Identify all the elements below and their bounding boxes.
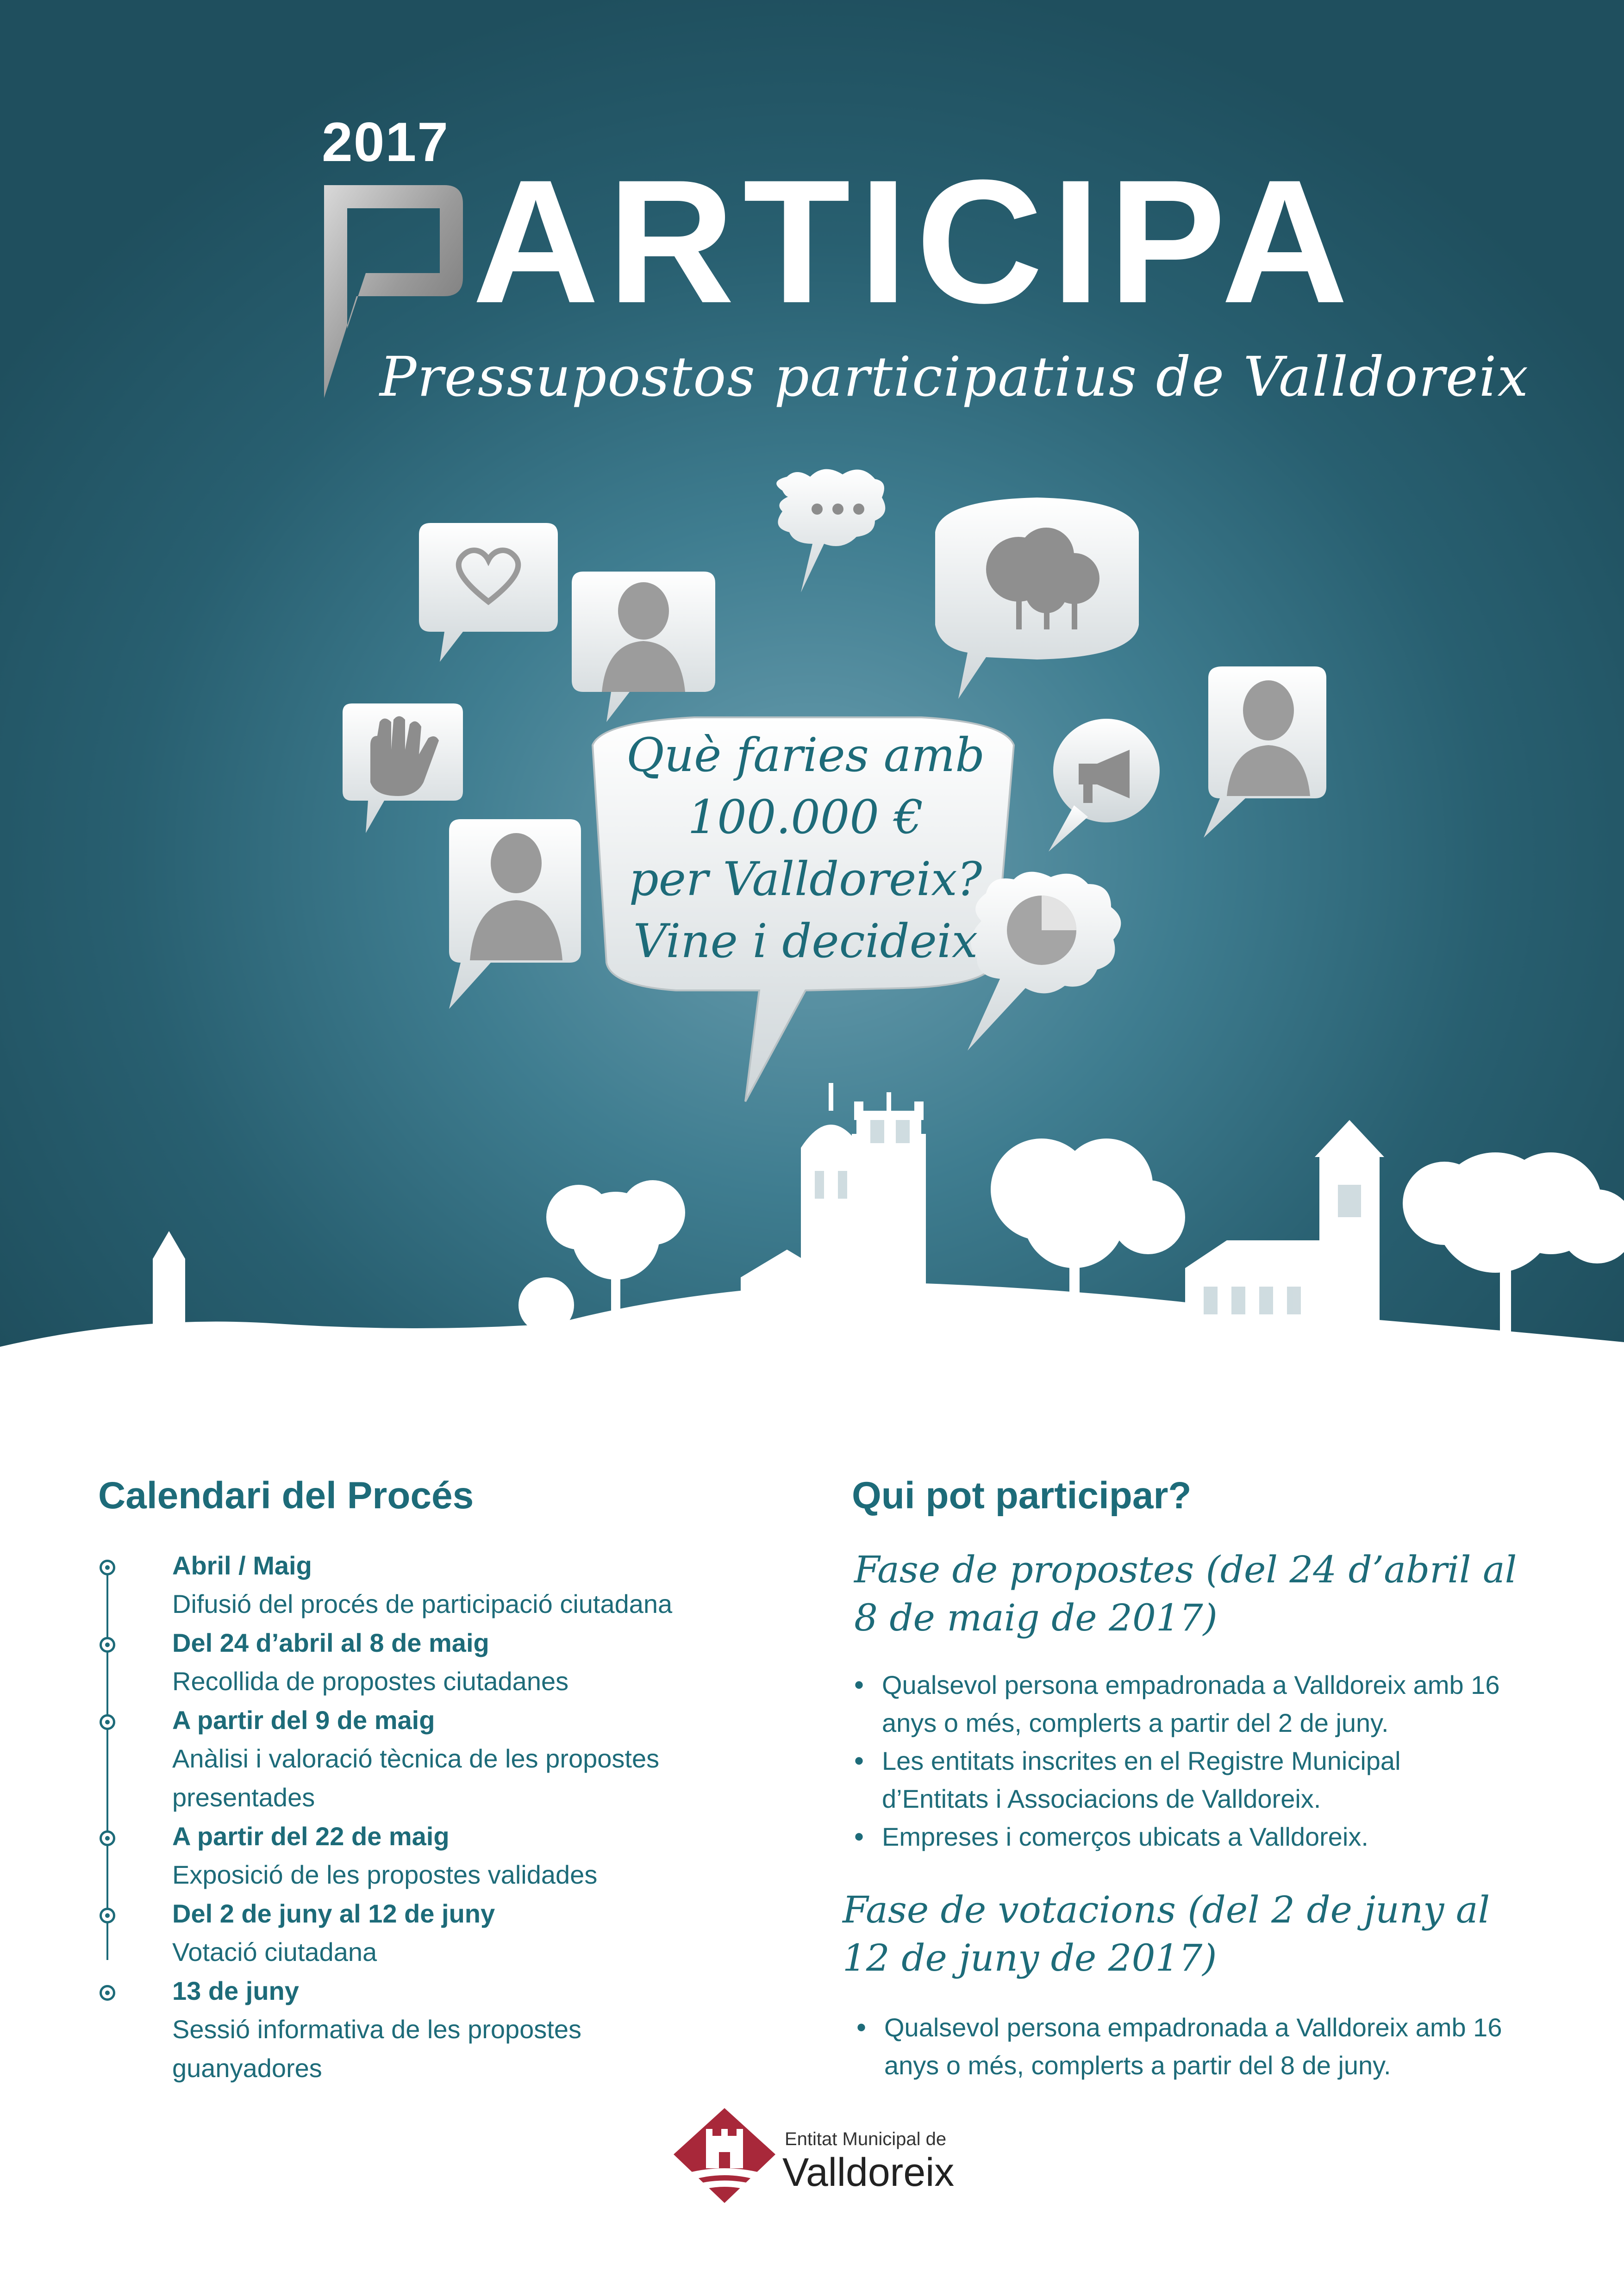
timeline-dot: [100, 1637, 115, 1653]
timeline-dot: [100, 1985, 115, 2001]
calendar-title: Calendari del Procés: [98, 1475, 474, 1517]
calendar-item: [172, 1547, 774, 1624]
calendar-item: [172, 1972, 681, 2088]
calendar-item: [172, 1817, 774, 1894]
footer-town-name: Valldoreix: [782, 2150, 955, 2195]
question-line: Què faries amb: [626, 728, 985, 782]
hand-bubble: [343, 703, 463, 833]
calendar-item-date: Del 24 d’abril al 8 de maig: [172, 1628, 489, 1657]
ellipsis-bubble: [776, 469, 885, 592]
calendar-item-description: Exposició de les propostes validades: [172, 1860, 598, 1889]
timeline-line: [106, 1567, 108, 1960]
list-item: • Qualsevol persona empadronada a Valldoreix amb 16 anys o més, complerts a partir del 2 de juny.: [854, 1666, 1530, 1742]
town-skyline-silhouette: [0, 1064, 1624, 1462]
calendar-item-date: 13 de juny: [172, 1976, 299, 2005]
phase2-heading: Fase de votacions (del 2 de juny al 12 de juny de 2017): [843, 1888, 1490, 1979]
calendar-item: [172, 1895, 774, 1972]
megaphone-bubble: [1049, 719, 1160, 852]
calendar-item: [172, 1624, 774, 1701]
footer-entity-label: Entitat Municipal de: [785, 2129, 947, 2149]
qui-title: Qui pot participar?: [852, 1475, 1192, 1517]
phase1-heading: Fase de propostes (del 24 d’abril al 8 de maig de 2017): [854, 1548, 1517, 1639]
question-text: [597, 724, 1014, 972]
timeline-dot: [100, 1560, 115, 1575]
valldoreix-crest-logo: [669, 2103, 780, 2210]
calendar-item-description: Anàlisi i valoració tècnica de les propostes presentades: [172, 1744, 660, 1812]
pie-chart-icon: [1007, 896, 1076, 965]
man-bubble: [449, 819, 581, 1009]
trees-bubble: [935, 498, 1139, 699]
timeline-dot: [100, 1714, 115, 1730]
calendar-item-date: Abril / Maig: [172, 1551, 312, 1580]
subtitle: Pressupostos participatius de Valldoreix: [380, 345, 1529, 409]
calendar-item-date: Del 2 de juny al 12 de juny: [172, 1899, 495, 1928]
list-item: • Empreses i comerços ubicats a Valldoreix.: [854, 1818, 1549, 1856]
phase2-bullet-list: [856, 2009, 1551, 2084]
phase1-bullet-list: [854, 1666, 1549, 1856]
calendar-item-date: A partir del 9 de maig: [172, 1705, 435, 1735]
calendar-item-description: Difusió del procés de participació ciutadana: [172, 1589, 673, 1618]
heart-bubble: [419, 523, 558, 662]
woman-bubble-right: [1204, 666, 1326, 838]
calendar-item-description: Recollida de propostes ciutadanes: [172, 1667, 569, 1696]
calendar-item-description: Sessió informativa de les propostes guanyadores: [172, 2015, 581, 2083]
year-label: 2017: [322, 111, 449, 173]
title-participa: ARTICIPA: [472, 143, 1357, 340]
question-line: Vine i decideix: [633, 914, 978, 968]
calendar-item-date: A partir del 22 de maig: [172, 1822, 450, 1851]
woman-bubble: [572, 572, 715, 722]
calendar-item: [172, 1701, 751, 1817]
ellipsis-icon: [812, 504, 864, 515]
list-item: • Les entitats inscrites en el Registre Municipal d’Entitats i Associacions de Valldoreix.: [854, 1742, 1419, 1818]
question-line: per Valldoreix?: [629, 852, 982, 906]
list-item: • Qualsevol persona empadronada a Valldoreix amb 16 anys o més, complerts a partir del 8 de juny.: [856, 2009, 1532, 2084]
timeline-dot: [100, 1830, 115, 1846]
timeline-dot: [100, 1908, 115, 1923]
question-line: 100.000 €: [687, 790, 924, 844]
calendar-item-description: Votació ciutadana: [172, 1937, 377, 1966]
